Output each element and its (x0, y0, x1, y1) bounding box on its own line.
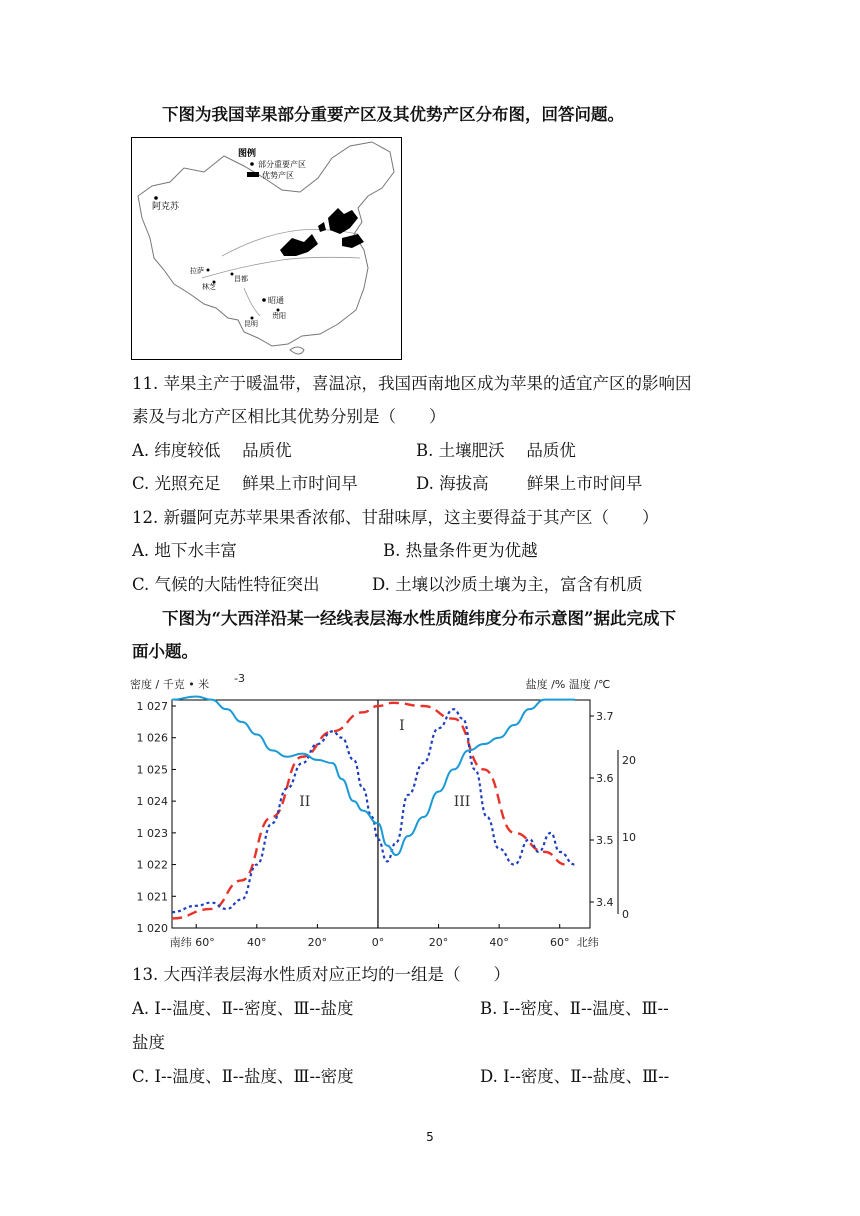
x-tick-label: 40° (247, 936, 267, 949)
q13-option-b[interactable]: B. Ⅰ--密度、Ⅱ--温度、Ⅲ-- (480, 999, 669, 1018)
place-kunming: 昆明 (244, 320, 258, 328)
left-tick-label: 1 024 (136, 795, 168, 809)
q12-stem: 12. 新疆阿克苏苹果果香浓郁、甘甜味厚，这主要得益于其产区（ ） (132, 508, 659, 527)
left-tick-label: 1 026 (136, 731, 168, 745)
left-axis-label: 密度 / 千克 • 米 (130, 678, 210, 691)
left-tick-label: 1 025 (136, 763, 168, 777)
q12-option-a[interactable]: A. 地下水丰富 (132, 541, 237, 560)
atlantic-properties-chart (128, 672, 636, 962)
x-tick-label: 20° (428, 936, 449, 949)
salinity-tick-label: 3.6 (596, 772, 614, 785)
q13-option-d[interactable]: D. Ⅰ--密度、Ⅱ--盐度、Ⅲ-- (480, 1067, 670, 1086)
series-label-III: III (453, 794, 471, 810)
temperature-tick-label: 0 (622, 908, 629, 921)
place-lasa: 拉萨 (190, 267, 204, 275)
series-line-II (172, 709, 575, 912)
q11-option-b[interactable]: B. 土壤肥沃 品质优 (416, 441, 576, 460)
series-label-II: II (299, 794, 311, 810)
apple-map-figure (131, 137, 402, 360)
salinity-tick-label: 3.5 (596, 834, 614, 847)
x-tick-label: 北纬 (576, 936, 599, 949)
q12-option-b[interactable]: B. 热量条件更为优越 (383, 541, 538, 560)
temperature-tick-label: 10 (622, 831, 636, 844)
left-tick-label: 1 027 (136, 700, 168, 713)
q11-option-c[interactable]: C. 光照充足 鲜果上市时间早 (132, 474, 358, 493)
x-tick-label: 20° (307, 936, 328, 949)
plot-frame (172, 700, 590, 928)
q12-option-d[interactable]: D. 土壤以沙质土壤为主，富含有机质 (372, 575, 643, 594)
x-tick-label: 60° (549, 936, 570, 949)
series-label-I: I (399, 718, 405, 734)
map-legend-bar: 优势产区 (262, 171, 294, 180)
x-tick-label: 0° (371, 936, 385, 949)
map-legend-dot: 部分重要产区 (258, 160, 306, 169)
series-line-I (172, 703, 566, 919)
map-legend-title: 图例 (238, 149, 257, 159)
q11-stem-line2: 素及与北方产区相比其优势分别是（ ） (132, 407, 446, 426)
x-tick-label: 40° (489, 936, 509, 949)
q13-stem: 13. 大西洋表层海水性质对应正均的一组是（ ） (132, 965, 510, 984)
salinity-tick-label: 3.4 (596, 896, 614, 909)
salinity-tick-label: 3.7 (596, 710, 614, 723)
q11-option-d[interactable]: D. 海拔高 鲜果上市时间早 (416, 474, 643, 493)
q13-option-b-cont: 盐度 (132, 1033, 165, 1052)
page-number: 5 (426, 1130, 434, 1144)
series-line-III (172, 696, 575, 855)
q11-stem-line1: 11. 苹果主产于暖温带，喜温凉，我国西南地区成为苹果的适宜产区的影响因 (132, 374, 692, 393)
left-axis-exp: -3 (234, 672, 245, 685)
place-zhaotong: 昭通 (268, 296, 284, 305)
place-guiyang: 贵阳 (272, 312, 286, 320)
left-tick-label: 1 021 (136, 890, 168, 904)
right-axis-label: 盐度 /% 温度 /℃ (525, 678, 611, 691)
place-changdu: 昌都 (234, 275, 248, 283)
left-tick-label: 1 022 (136, 858, 168, 872)
q13-option-c[interactable]: C. Ⅰ--温度、Ⅱ--盐度、Ⅲ--密度 (132, 1067, 354, 1086)
x-tick-label: 南纬 60° (169, 936, 215, 949)
q13-option-a[interactable]: A. Ⅰ--温度、Ⅱ--密度、Ⅲ--盐度 (132, 999, 354, 1018)
intro-atlantic-line2: 面小题。 (132, 642, 198, 661)
intro-apple-map: 下图为我国苹果部分重要产区及其优势产区分布图，回答问题。 (162, 105, 624, 124)
intro-atlantic-line1: 下图为“大西洋沿某一经线表层海水性质随纬度分布示意图”据此完成下 (162, 609, 676, 628)
q11-option-a[interactable]: A. 纬度较低 品质优 (132, 441, 292, 460)
place-aksu: 阿克苏 (152, 202, 180, 212)
q12-option-c[interactable]: C. 气候的大陆性特征突出 (132, 575, 320, 594)
temperature-tick-label: 20 (622, 754, 636, 767)
place-linzhi: 林芝 (202, 283, 216, 291)
left-tick-label: 1 020 (136, 922, 168, 935)
left-tick-label: 1 023 (136, 826, 168, 840)
